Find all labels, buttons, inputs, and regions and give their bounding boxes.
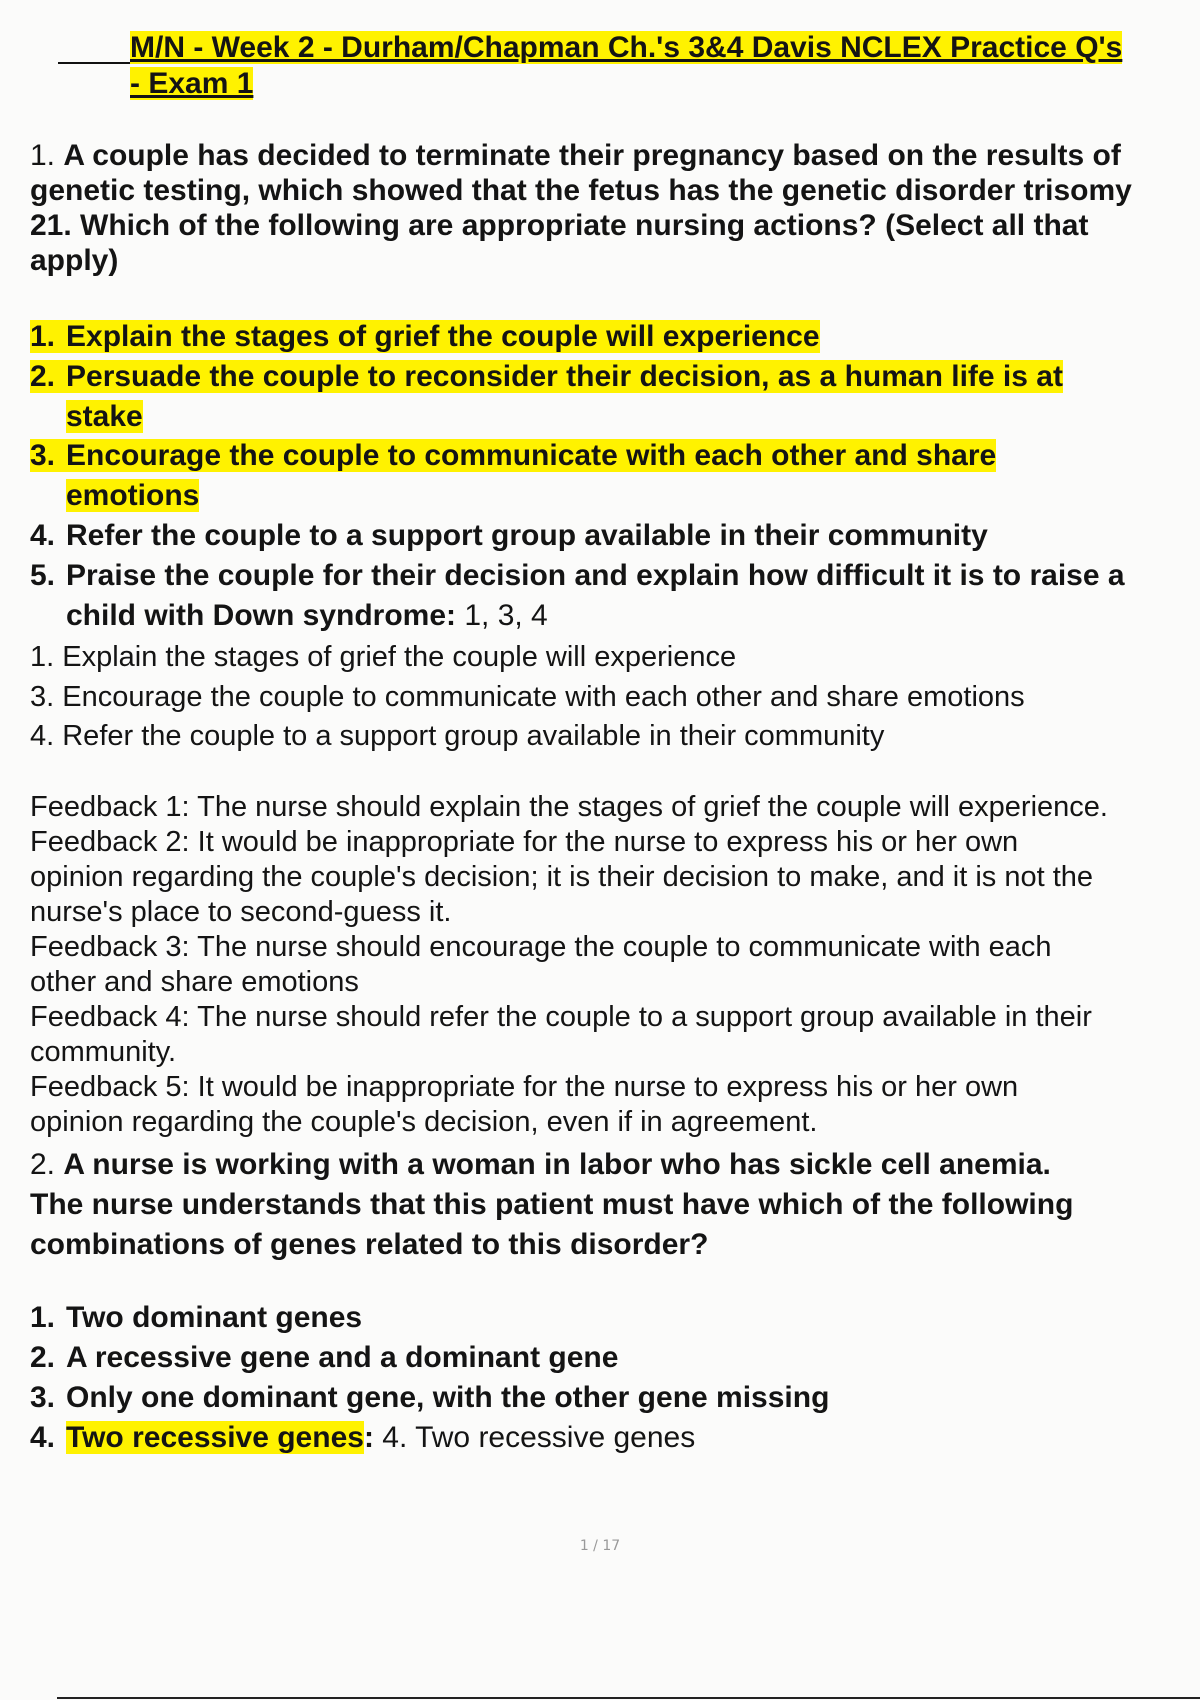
question-1-number: 1. (30, 139, 56, 172)
q1-answer-1: 1. Explain the stages of grief the couple will experience (30, 641, 737, 673)
option-number: 4. (30, 1421, 56, 1454)
q1-option-4 (30, 516, 988, 556)
page-indicator: 1 / 17 (579, 1538, 621, 1554)
feedback-line: Feedback 3: The nurse should encourage the couple to communicate with each (30, 931, 1052, 963)
option-number: 3. (30, 439, 56, 472)
option-text: Two dominant genes (66, 1301, 363, 1334)
title-line-1: M/N - Week 2 - Durham/Chapman Ch.'s 3&4 Davis NCLEX Practice Q's (130, 31, 1123, 64)
title-line-2: - Exam 1 (130, 67, 254, 100)
question-2-number: 2. (30, 1148, 56, 1181)
question-2-line-3: combinations of genes related to this disorder? (30, 1228, 709, 1261)
question-2-line-2: The nurse understands that this patient must have which of the following (30, 1188, 1074, 1221)
option-text-continued: stake (66, 400, 143, 433)
option-number: 3. (30, 1381, 56, 1414)
option-text: Two recessive genes (66, 1421, 364, 1454)
feedback-line: Feedback 4: The nurse should refer the couple to a support group available in their (30, 1001, 1092, 1033)
q2-option-3 (30, 1378, 829, 1418)
question-1-line-2: genetic testing, which showed that the fetus has the genetic disorder trisomy (30, 174, 1132, 207)
option-number: 1. (30, 1301, 56, 1334)
question-1 (30, 138, 1200, 278)
q1-answer-2: 3. Encourage the couple to communicate with each other and share emotions (30, 681, 1025, 713)
feedback-line: Feedback 2: It would be inappropriate for the nurse to express his or her own (30, 826, 1019, 858)
option-number: 4. (30, 519, 56, 552)
feedback-line: opinion regarding the couple's decision, even if in agreement. (30, 1106, 818, 1138)
option-text: Encourage the couple to communicate with each other and share (66, 439, 997, 472)
feedback-line: opinion regarding the couple's decision; it is their decision to make, and it is not the (30, 861, 1094, 893)
question-1-line-4: apply) (30, 244, 119, 277)
question-2-line-1: A nurse is working with a woman in labor who has sickle cell anemia. (63, 1148, 1051, 1181)
option-text: Explain the stages of grief the couple will experience (66, 320, 820, 353)
option-text: Refer the couple to a support group available in their community (66, 519, 988, 552)
q2-option-1 (30, 1298, 362, 1338)
question-2 (30, 1145, 1200, 1265)
q1-option-2 (30, 357, 1063, 437)
option-text: Persuade the couple to reconsider their decision, as a human life is at (66, 360, 1063, 393)
question-1-line-3: 21. Which of the following are appropriate nursing actions? (Select all that (30, 209, 1089, 242)
feedback-line: community. (30, 1036, 177, 1068)
q2-option-2 (30, 1338, 618, 1378)
option-text: Only one dominant gene, with the other gene missing (66, 1381, 830, 1414)
q1-option-1 (30, 317, 820, 357)
option-number: 2. (30, 1341, 56, 1374)
question-1-line-1: A couple has decided to terminate their pregnancy based on the results of (63, 139, 1121, 172)
option-suffix: : (363, 1421, 374, 1454)
option-text: A recessive gene and a dominant gene (66, 1341, 619, 1374)
option-text-continued: child with Down syndrome: (66, 599, 457, 632)
q1-option-5 (30, 556, 1125, 636)
feedback-line: Feedback 5: It would be inappropriate for the nurse to express his or her own (30, 1071, 1019, 1103)
feedback-line: Feedback 1: The nurse should explain the stages of grief the couple will experience. (30, 791, 1108, 823)
option-number: 2. (30, 360, 56, 393)
feedback-line: other and share emotions (30, 966, 359, 998)
q2-option-4 (30, 1418, 695, 1458)
option-number: 1. (30, 320, 56, 353)
option-text: Praise the couple for their decision and explain how difficult it is to raise a (66, 559, 1125, 592)
bottom-rule (57, 1697, 1200, 1699)
inline-answer: 1, 3, 4 (456, 599, 548, 632)
inline-answer: 4. Two recessive genes (373, 1421, 696, 1454)
q1-feedback (30, 790, 1200, 1140)
option-number: 5. (30, 559, 56, 592)
document-page (30, 0, 1200, 1700)
q1-answer-3: 4. Refer the couple to a support group available in their community (30, 720, 885, 752)
feedback-line: nurse's place to second-guess it. (30, 896, 452, 928)
q1-option-3 (30, 436, 996, 516)
option-text-continued: emotions (66, 479, 200, 512)
